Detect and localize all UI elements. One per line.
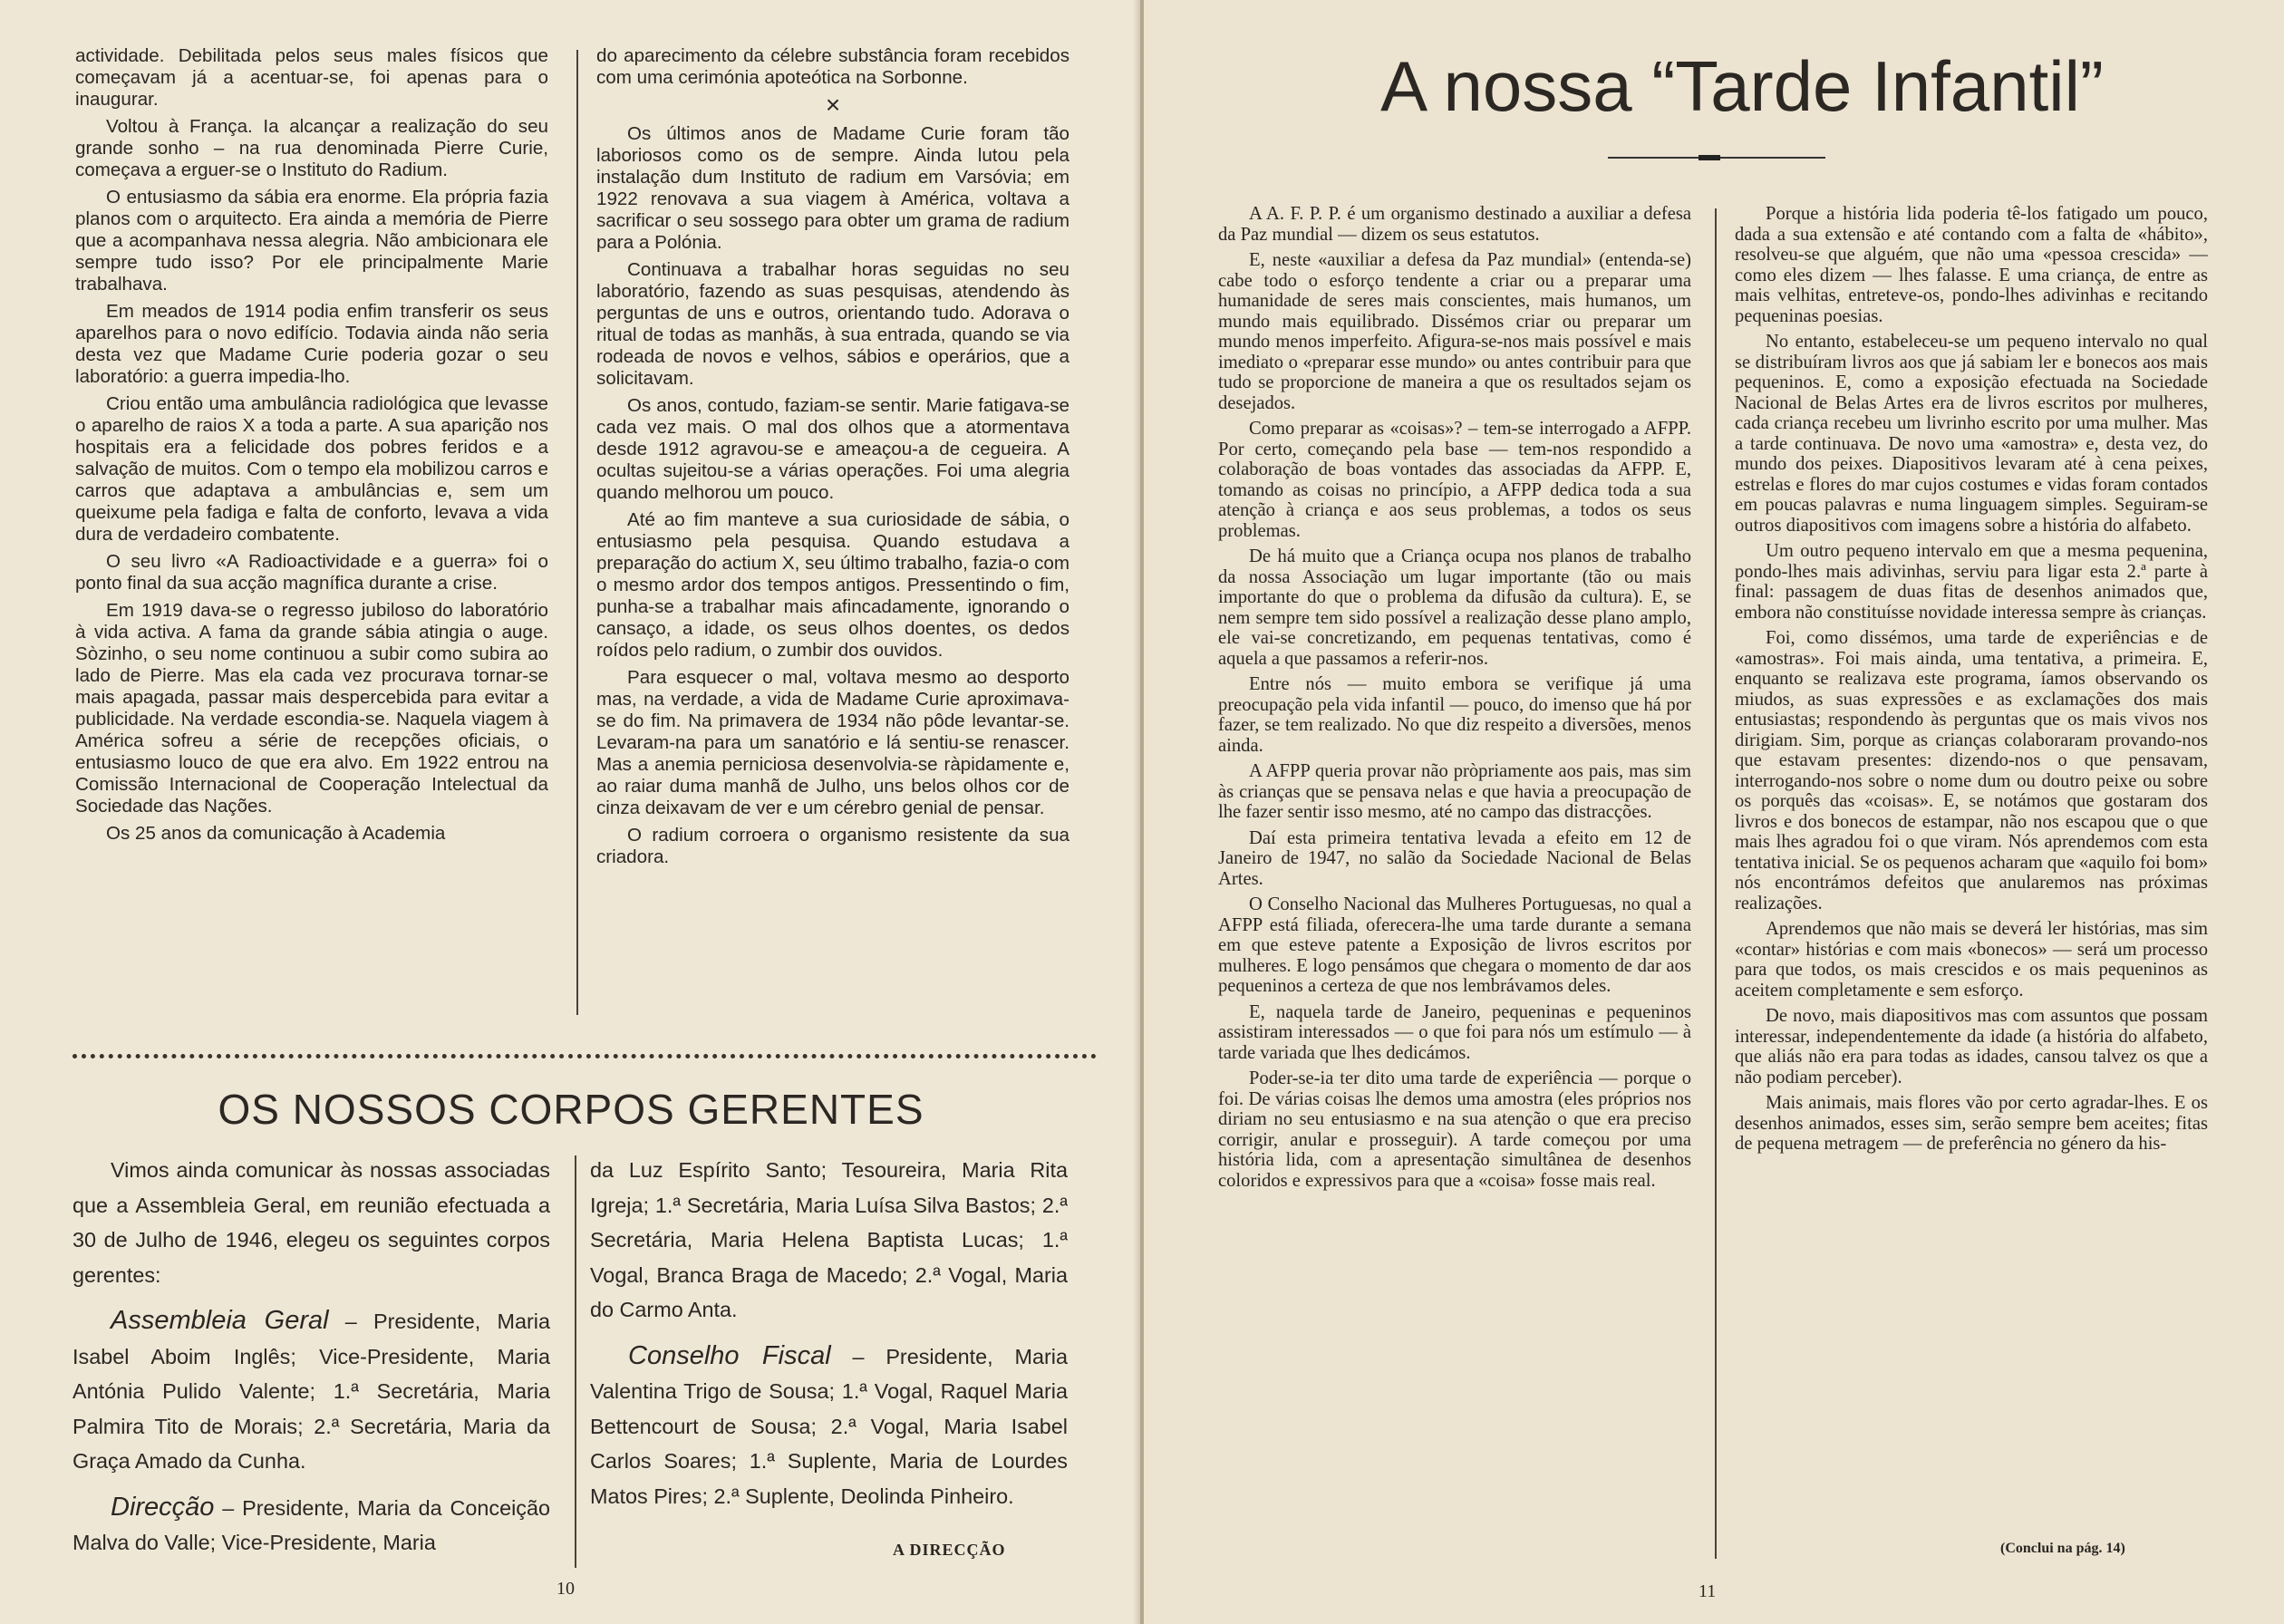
paragraph: actividade. Debilitada pelos seus males físicos que começavam já a acentuar-se, foi apenas para o inaugurar. xyxy=(75,45,548,110)
governing-col2 xyxy=(590,1153,1068,1533)
paragraph: A AFPP queria provar não pròpriamente aos pais, mas sim às crianças que se pensava nelas e que havia a preocupação de lhe fazer sentir isso mesmo, até no campo das distracções. xyxy=(1218,761,1691,822)
paragraph: Como preparar as «coisas»? – tem-se interrogado a AFPP. Por certo, começando pela base — tem-nos respondido a colaboração de boas vontades das associadas da AFPP. E, tomando as coisas no princípio, a AFPP dedica toda a sua atenção à criança e aos seus problemas, a todos os seus problemas. xyxy=(1218,419,1691,541)
paragraph: Para esquecer o mal, voltava mesmo ao desporto mas, na verdade, a vida de Madame Curie aproximava-se do fim. Na primavera de 1934 não pôde levantar-se. Levaram-na para um sanatório e lá sentiu-se renascer. Mas a anemia perniciosa desenvolvia-se ràpidamente e, ao raiar duma manhã de Julho, uns belos olhos cor de cinza deixavam de ver e um cérebro genial de pensar. xyxy=(596,667,1069,818)
right-column-rule xyxy=(1715,208,1717,1559)
paragraph: Porque a história lida poderia tê-los fatigado um pouco, dada a sua extensão e até contando com a falta de «hábito», resolveu-se que alguém, que não uma «pessoa crescida» — como eles dizem — lhes falasse. E uma criança, de entre as mais velhitas, entreteve-os, pondo-lhes adivinhas e recitando pequeninas poesias. xyxy=(1735,204,2208,326)
paragraph: O Conselho Nacional das Mulheres Portuguesas, no qual a AFPP está filiada, oferecera-lhe uma tarde durante a semana em que esteve patente a Exposição de livros escritos por mulheres. E logo pensámos que chegara o momento de dar aos pequeninos a certeza de que nos lembrávamos deles. xyxy=(1218,894,1691,996)
paragraph: A A. F. P. P. é um organismo destinado a auxiliar a defesa da Paz mundial — dizem os seus estatutos. xyxy=(1218,204,1691,245)
signature: A DIRECÇÃO xyxy=(893,1541,1006,1559)
paragraph: Criou então uma ambulância radiológica que levasse o aparelho de raios X a toda a parte. A sua aparição nos hospitais era a felicidade dos pobres feridos e a salvação de muitos. Com o tempo ela mobilizou carros e carros que adaptava a ambulâncias e, sem um queixume pela fadiga e falta de conforto, levava a vida dura de verdadeiro combatente. xyxy=(75,393,548,545)
paragraph: Aprendemos que não mais se deverá ler histórias, mas sim «contar» histórias e com mais «bonecos» — será um processo para que todos, os mais crescidos e os mais pequeninos as aceitem completamente e sem esforço. xyxy=(1735,919,2208,1000)
paragraph: De há muito que a Criança ocupa nos planos de trabalho da nossa Associação um lugar importante (tão ou mais importante do que o problema da difusão da cultura). E, se nem sempre tem sido possível a realização desse plano amplo, ele vai-se concretizando, em pequenas tentativas, como é aquela a que passamos a referir-nos. xyxy=(1218,546,1691,669)
left-article-col2 xyxy=(596,45,1069,1020)
paragraph: E, naquela tarde de Janeiro, pequeninas e pequeninos assistiram interessados — o que foi para nós um estímulo — à tarde variada que lhes dedicámos. xyxy=(1218,1001,1691,1063)
left-column-rule xyxy=(576,50,578,1015)
paragraph: O radium corroera o organismo resistente da sua criadora. xyxy=(596,825,1069,867)
continued-note: (Conclui na pág. 14) xyxy=(2000,1541,2125,1556)
article-title: A nossa “Tarde Infantil” xyxy=(1380,46,2104,126)
conselho-text: – Presidente, Maria Valentina Trigo de Sousa; 1.ª Vogal, Raquel Maria Bettencourt de Sousa; 2.ª Vogal, Maria Isabel Carlos Soares; 1.ª Suplente, Maria de Lourdes Matos Pires; 2.ª Suplente, Deolinda Pinheiro. xyxy=(590,1344,1068,1508)
direccao-label: Direcção xyxy=(111,1492,215,1522)
paragraph: Entre nós — muito embora se verifique já uma preocupação pela vida infantil — pouco, do imenso que há por fazer, se tem realizado. No que diz respeito a diversões, menos ainda. xyxy=(1218,674,1691,756)
governing-bodies-title: OS NOSSOS CORPOS GERENTES xyxy=(218,1086,924,1133)
direccao-text: – Presidente, Maria da Conceição Malva do Valle; Vice-Presidente, Maria xyxy=(73,1495,550,1554)
paragraph: De novo, mais diapositivos mas com assuntos que possam interessar, independentemente da idade (a história do alfabeto, que aliás não era para todas as idades, cansou talvez os que a não podiam perceber). xyxy=(1735,1006,2208,1088)
paragraph: Os 25 anos da comunicação à Academia xyxy=(106,823,446,844)
paragraph: Mais animais, mais flores vão por certo agradar-lhes. E os desenhos animados, esses sim, serão sempre bem aceites; fitas de pequena metragem — de preferência no género da his- xyxy=(1735,1093,2208,1154)
paragraph: Continuava a trabalhar horas seguidas no seu laboratório, fazendo as suas pesquisas, atendendo às perguntas de uns e outros, orientando tudo. Adorava o ritual de todas as manhãs, à sua entrada, quando se via rodeada de novos e velhos, sábios e operários, que a solicitavam. xyxy=(596,259,1069,389)
paragraph: Até ao fim manteve a sua curiosidade de sábia, o entusiasmo pela pesquisa. Quando estudava a preparação do actium X, seu último trabalho, fazia-o com o mesmo ardor dos tempos antigos. Pressentindo o fim, punha-se a trabalhar mais afincadamente, ignorando o cansaço, a idade, os seus olhos doentes, os dedos roídos pelo radium, o zumbir dos ouvidos. xyxy=(596,509,1069,661)
paragraph: Os últimos anos de Madame Curie foram tão laboriosos como os de sempre. Ainda lutou pela instalação dum Instituto de radium em Varsóvia; em 1922 renovava a sua viagem à América, voltava a sacrificar o seu sossego para obter um grama de radium para a Polónia. xyxy=(596,123,1069,253)
paragraph: Os anos, contudo, faziam-se sentir. Marie fatigava-se cada vez mais. O mal dos olhos que a atormentava desde 1912 agravou-se e ameaçou-a de cegueira. A ocultas sujeitou-se a várias operações. Foi uma alegria quando melhorou um pouco. xyxy=(596,395,1069,503)
paragraph: Daí esta primeira tentativa levada a efeito em 12 de Janeiro de 1947, no salão da Sociedade Nacional de Belas Artes. xyxy=(1218,827,1691,889)
section-divider xyxy=(73,1054,1097,1058)
assembleia-text: – Presidente, Maria Isabel Aboim Inglês; Vice-Presidente, Maria Antónia Pulido Valente; 1.ª Secretária, Maria Palmira Tito de Morais; 2.ª Secretária, Maria da Graça Amado da Cunha. xyxy=(73,1310,550,1473)
paragraph: O entusiasmo da sábia era enorme. Ela própria fazia planos com o arquitecto. Era ainda a memória de Pierre que a acompanhava nessa alegria. Não ambicionara ele sempre tudo isso? Por ele principalmente Marie trabalhava. xyxy=(75,187,548,295)
paragraph: No entanto, estabeleceu-se um pequeno intervalo no qual se distribuíram livros aos que já sabiam ler e bonecos aos mais pequeninos. E, como a exposição efectuada na Sociedade Nacional de Belas Artes era de livros escritos por mulheres, cada criança recebeu um livrinho escrito por uma mulher. Mas a tarde continuava. De novo uma «amostra» e, desta vez, do mundo dos peixes. Diapositivos levaram até à cena peixes, estrelas e flores do mar cujos costumes e vidas foram contados em poucas palavras e numa linguagem simples. Seguiram-se outros diapositivos com imagens sobre a história do alfabeto. xyxy=(1735,332,2208,536)
paragraph: Em 1919 dava-se o regresso jubiloso do laboratório à vida activa. A fama da grande sábia atingia o auge. Sòzinho, o seu nome continuou a subir como subira ao lado de Pierre. Mas ela cada vez procurava tornar-se mais apagada, passar mais despercebida para evitar a publicidade. Na verdade escondia-se. Naquela viagem à América sofreu a série de recepções oficiais, o entusiasmo louco de que era alvo. Em 1922 entrou na Comissão Internacional de Cooperação Intelectual da Sociedade das Nações. xyxy=(75,600,548,817)
left-page-number: 10 xyxy=(556,1579,575,1599)
governing-col1 xyxy=(73,1153,550,1570)
direccao-cont: da Luz Espírito Santo; Tesoureira, Maria Rita Igreja; 1.ª Secretária, Maria Luísa Silva Bastos; 2.ª Secretária, Maria Helena Baptista Lucas; 1.ª Vogal, Branca Braga de Macedo; 2.ª Vogal, Maria do Carmo Anta. xyxy=(590,1158,1068,1321)
section-separator-symbol: × xyxy=(825,91,841,119)
right-article-col1 xyxy=(1218,204,1691,1563)
gov-column-rule xyxy=(575,1155,576,1568)
paragraph: Poder-se-ia ter dito uma tarde de experiência — porque o foi. De várias coisas lhe demos uma amostra (eles próprios nos diriam no seu entusiasmo e na sua atenção o que era preciso corrigir, anular e prosseguir). A tarde começou por uma história lida, com a apresentação simultânea de desenhos coloridos e expressivos para que a «coisa» fosse mais real. xyxy=(1218,1068,1691,1191)
right-page xyxy=(1144,0,2284,1624)
paragraph: E, neste «auxiliar a defesa da Paz mundial» (entenda-se) cabe todo o esforço tendente a criar ou a preparar uma humanidade de seres mais conscientes, mais humanos, um mundo mais equilibrado. Dissémos criar ou preparar um mundo menos imperfeito. Afigura-se-nos mais possível e mais imediato o «preparar esse mundo» ou antes contribuir para que tudo se proporcione de maneira a que os resultados sejam os desejados. xyxy=(1218,250,1691,413)
left-article-col1 xyxy=(75,45,548,1020)
paragraph: Em meados de 1914 podia enfim transferir os seus aparelhos para o novo edifício. Todavia ainda não seria desta vez que Madame Curie poderia gozar o seu laboratório: a guerra impedia-lho. xyxy=(75,301,548,387)
title-ornament-center xyxy=(1698,155,1720,160)
paragraph: do aparecimento da célebre substância foram recebidos com uma cerimónia apoteótica na Sorbonne. xyxy=(596,45,1069,88)
paragraph: Foi, como dissémos, uma tarde de experiências e de «amostras». Foi mais ainda, uma tentativa, a primeira. E, enquanto se realizava este programa, íamos observando os miudos, as suas expressões e as exclamações dos mais entusiastas; respondendo às perguntas que os mais vivos nos dirigiam. Sim, porque as crianças colaboraram provando-nos que estavam presentes: dizendo-nos o que pensavam, interrogando-nos sobre o nome dum ou doutro peixe ou sobre os porquês das «coisas». E, se notámos que gostaram dos livros e dos bonecos de estampar, não nos escapou que o que mais lhes agradou foi o que viram. Nós aprendemos com esta tentativa inicial. Se os pequenos acharam que «aquilo foi bom» nós encontrámos defeitos que anularemos nas próximas realizações. xyxy=(1735,628,2208,914)
gov-intro: Vimos ainda comunicar às nossas associadas que a Assembleia Geral, em reunião efectuada a 30 de Julho de 1946, elegeu os seguintes corpos gerentes: xyxy=(73,1158,550,1287)
assembleia-label: Assembleia Geral xyxy=(111,1306,329,1335)
right-article-col2 xyxy=(1735,204,2208,1527)
left-page xyxy=(0,0,1140,1624)
paragraph: Voltou à França. Ia alcançar a realização do seu grande sonho – na rua denominada Pierre Curie, começava a erguer-se o Instituto do Radium. xyxy=(75,116,548,180)
conselho-label: Conselho Fiscal xyxy=(628,1340,831,1370)
paragraph: O seu livro «A Radioactividade e a guerra» foi o ponto final da sua acção magnífica durante a crise. xyxy=(75,551,548,594)
right-page-number: 11 xyxy=(1698,1581,1717,1601)
paragraph: Um outro pequeno intervalo em que a mesma pequenina, pondo-lhes mais adivinhas, serviu para ligar esta 2.ª parte à final: passagem de duas fitas de desenhos animados que, embora não constituísse novidade interessa sempre às crianças. xyxy=(1735,541,2208,623)
